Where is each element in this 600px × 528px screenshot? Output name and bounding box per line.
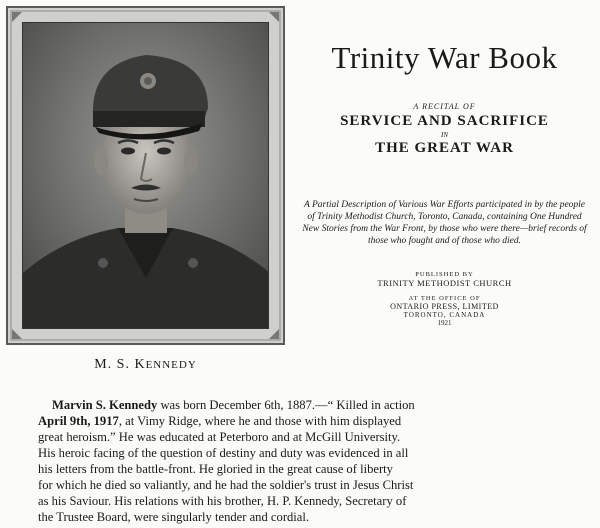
portrait-photo <box>22 22 269 329</box>
caption-prefix: M. S. K <box>94 357 146 372</box>
press-name: ONTARIO PRESS, LIMITED <box>390 302 499 311</box>
bio-line-3: great heroism.” He was educated at Peterboro and at McGill University. <box>38 430 401 444</box>
biography-paragraph <box>38 397 600 525</box>
portrait-caption <box>6 357 285 373</box>
war-heading: THE GREAT WAR <box>375 140 514 156</box>
bio-line-1 <box>52 397 600 413</box>
bio-line-1-text: was born December 6th, 1887.—“ Killed in action <box>157 398 415 412</box>
bio-line-7: as his Saviour. His relations with his brother, H. P. Kennedy, Secretary of <box>38 494 407 508</box>
caption-rest: ENNEDY <box>145 359 197 371</box>
office-line: AT THE OFFICE OF <box>408 295 481 302</box>
bio-line-2 <box>38 413 600 429</box>
bio-line-5: his letters from the battle-front. He gloried in the great cause of liberty <box>38 462 393 476</box>
bio-line-2-text: , at Vimy Ridge, where he and those with him displayed <box>118 414 402 428</box>
publication-year: 1921 <box>437 319 452 327</box>
soldier-portrait-image <box>23 23 269 329</box>
bio-name: Marvin S. Kennedy <box>52 398 158 412</box>
book-title: Trinity War Book <box>331 40 558 75</box>
portrait-frame <box>6 6 285 345</box>
bio-line-6: for which he died so valiantly, and he had the soldier's trust in Jesus Christ <box>38 478 414 492</box>
publisher-church: TRINITY METHODIST CHURCH <box>377 278 512 288</box>
bio-line-8: the Trustee Board, were singularly tender and cordial. <box>38 510 310 524</box>
book-description: A Partial Description of Various War Efforts participated in by the people of Trinity Methodist Church, Toronto, Canada, containing One Hundred New Stories from the War Front, by those who were there—brief records of those who fought and of those who died. <box>302 200 587 246</box>
bio-line-4: His heroic facing of the question of destiny and duty was evidenced in all <box>38 446 409 460</box>
recital-line: A RECITAL OF <box>413 102 476 111</box>
published-by: PUBLISHED BY <box>415 271 474 278</box>
press-city: TORONTO, CANADA <box>403 311 486 319</box>
title-page <box>292 40 597 327</box>
bio-date: April 9th, 1917 <box>38 414 119 428</box>
service-heading: SERVICE AND SACRIFICE <box>340 113 549 129</box>
in-line: IN <box>441 131 448 139</box>
